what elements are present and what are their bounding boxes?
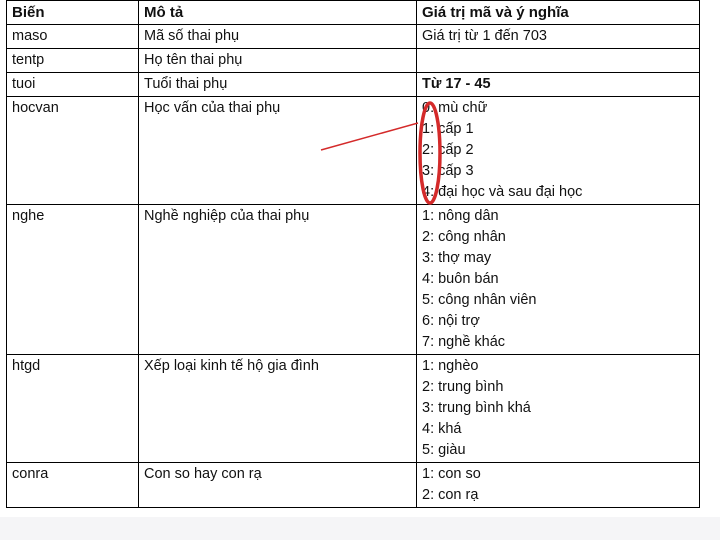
- table-row: [7, 25, 700, 49]
- table-row: [7, 355, 700, 463]
- variable-description: Xếp loại kinh tế hộ gia đình: [139, 355, 417, 463]
- table-row: [7, 97, 700, 205]
- table-row: [7, 463, 700, 508]
- variable-description: Con so hay con rạ: [139, 463, 417, 508]
- value-line: 0: mù chữ: [422, 100, 488, 116]
- value-line: 2: cấp 2: [422, 142, 474, 158]
- table-row: [7, 49, 700, 73]
- value-line: 2: trung bình: [422, 379, 504, 395]
- table-row: [7, 73, 700, 97]
- value-line: Giá trị từ 1 đến 703: [422, 28, 547, 44]
- value-line: 7: nghề khác: [422, 334, 506, 350]
- value-line: 5: giàu: [422, 442, 466, 458]
- value-line: 3: cấp 3: [422, 163, 474, 179]
- value-line: 1: con so: [422, 466, 481, 482]
- variable-description: Nghề nghiệp của thai phụ: [139, 205, 417, 355]
- variable-values: [417, 25, 700, 49]
- variable-values: [417, 73, 700, 97]
- value-line: 4: buôn bán: [422, 271, 499, 287]
- variable-name: tuoi: [7, 73, 139, 97]
- variable-name: hocvan: [7, 97, 139, 205]
- variable-values: [417, 355, 700, 463]
- variable-codebook-table: [6, 0, 700, 508]
- value-line: 5: công nhân viên: [422, 292, 537, 308]
- value-line: 6: nội trợ: [422, 313, 480, 329]
- value-line: 3: thợ may: [422, 250, 492, 266]
- header-description: Mô tả: [139, 1, 417, 25]
- table-row: [7, 205, 700, 355]
- variable-name: htgd: [7, 355, 139, 463]
- value-line: Từ 17 - 45: [422, 76, 491, 92]
- variable-values: [417, 463, 700, 508]
- value-line: 3: trung bình khá: [422, 400, 531, 416]
- value-line: 2: công nhân: [422, 229, 506, 245]
- value-line: 4: đại học và sau đại học: [422, 184, 583, 200]
- variable-values: [417, 205, 700, 355]
- variable-description: Mã số thai phụ: [139, 25, 417, 49]
- variable-name: maso: [7, 25, 139, 49]
- variable-values: [417, 49, 700, 73]
- bottom-strip: [0, 517, 720, 540]
- value-line: 1: cấp 1: [422, 121, 474, 137]
- table-header-row: [7, 1, 700, 25]
- header-variable: Biến: [7, 1, 139, 25]
- variable-description: Tuổi thai phụ: [139, 73, 417, 97]
- value-line: 1: nông dân: [422, 208, 499, 224]
- value-line: 1: nghèo: [422, 358, 479, 374]
- variable-values: [417, 97, 700, 205]
- variable-name: nghe: [7, 205, 139, 355]
- variable-description: Họ tên thai phụ: [139, 49, 417, 73]
- header-values: Giá trị mã và ý nghĩa: [417, 1, 700, 25]
- variable-name: conra: [7, 463, 139, 508]
- variable-name: tentp: [7, 49, 139, 73]
- variable-description: Học vấn của thai phụ: [139, 97, 417, 205]
- value-line: 4: khá: [422, 421, 462, 437]
- value-line: 2: con rạ: [422, 487, 479, 503]
